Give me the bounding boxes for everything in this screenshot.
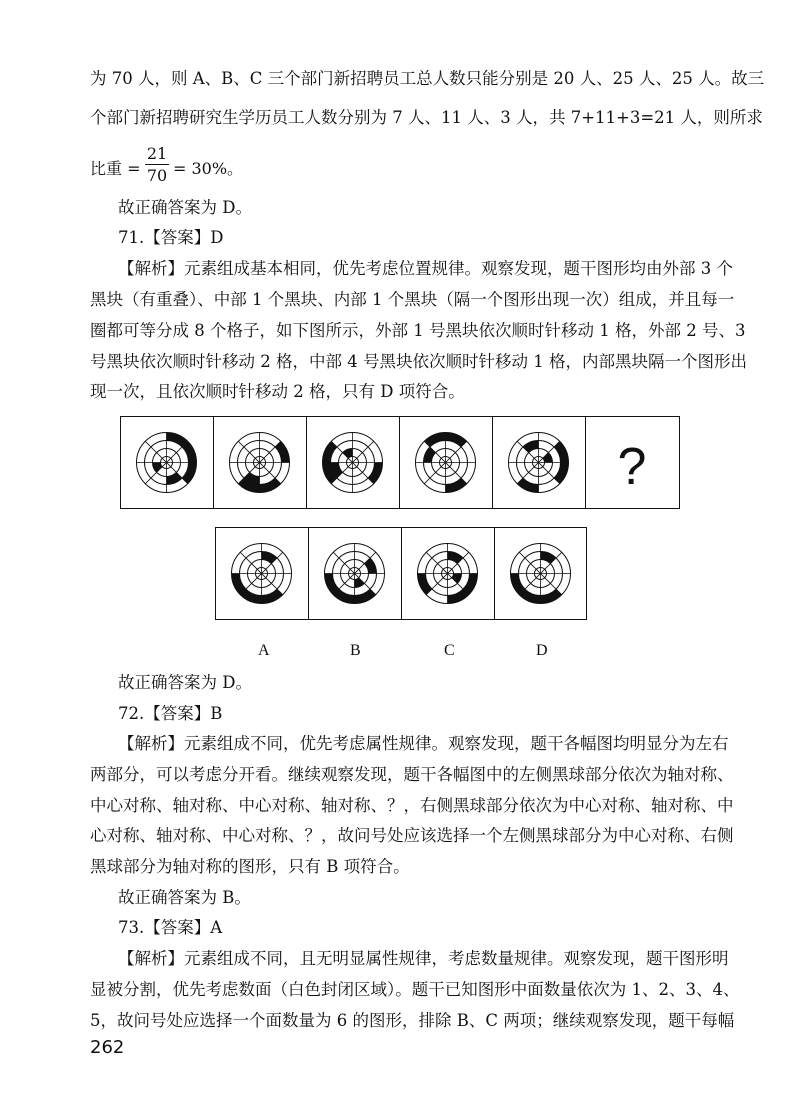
page-number: 262 (90, 1037, 125, 1058)
analysis-line: 圈都可等分成 8 个格子，如下图所示，外部 1 号黑块依次顺时针移动 1 格，外部 2 号、3 (90, 321, 746, 340)
ring-figure (232, 544, 292, 604)
conclusion-text: 故正确答案为 B。 (118, 888, 251, 907)
answer-heading: 73.【答案】A (118, 918, 223, 937)
ring-figure (418, 544, 478, 604)
ring-figure (323, 433, 383, 493)
ring-figure (416, 433, 476, 493)
option-label-d: D (536, 642, 548, 659)
answer-heading: 71.【答案】D (118, 228, 224, 247)
analysis-line: 两部分，可以考虑分开看。继续观察发现，题干各幅图中的左侧黑球部分依次为轴对称、 (90, 765, 734, 784)
answer-heading: 72.【答案】B (118, 704, 223, 723)
analysis-line: 【解析】元素组成基本相同，优先考虑位置规律。观察发现，题干图形均由外部 3 个 (118, 259, 733, 278)
option-label-b: B (350, 642, 361, 659)
ring-figure (511, 544, 571, 604)
analysis-line: 黑块（有重叠）、中部 1 个黑块、内部 1 个黑块（隔一个图形出现一次）组成，并且每一 (90, 290, 735, 309)
conclusion-text: 故正确答案为 D。 (118, 198, 252, 217)
option-label-c: C (444, 642, 455, 659)
ratio-prefix: 比重 = (90, 159, 141, 178)
ring-figure (230, 433, 290, 493)
analysis-line: 现一次，且依次顺时针移动 2 格，只有 D 项符合。 (90, 382, 465, 401)
analysis-line: 【解析】元素组成不同，且无明显属性规律，考虑数量规律。观察发现，题干图形明 (118, 949, 729, 968)
ring-figure (325, 544, 385, 604)
ring-figure (509, 433, 569, 493)
conclusion-text: 故正确答案为 D。 (118, 673, 252, 692)
analysis-line: 【解析】元素组成不同，优先考虑属性规律。观察发现，题干各幅图均明显分为左右 (118, 734, 729, 753)
ratio-denominator: 70 (146, 166, 168, 185)
analysis-line: 心对称、轴对称、中心对称、？，故问号处应该选择一个左侧黑球部分为中心对称、右侧 (90, 826, 734, 845)
analysis-line: 中心对称、轴对称、中心对称、轴对称、？，右侧黑球部分依次为中心对称、轴对称、中 (90, 796, 734, 815)
text-line: 为 70 人，则 A、B、C 三个部门新招聘员工总人数只能分别是 20 人、25 人、25 人。故三 (90, 69, 765, 88)
fraction-bar (145, 164, 169, 165)
ratio-numerator: 21 (146, 144, 168, 163)
options-figure-row (215, 527, 587, 620)
analysis-line: 黑球部分为轴对称的图形，只有 B 项符合。 (90, 857, 410, 876)
question-figure-row (120, 416, 680, 509)
analysis-line: 显被分割，优先考虑数面（白色封闭区域）。题干已知图形中面数量依次为 1、2、3、4、 (90, 980, 740, 999)
analysis-line: 5，故问号处应选择一个面数量为 6 的图形，排除 B、C 两项；继续观察发现，题干每幅 (90, 1011, 735, 1030)
option-label-a: A (258, 642, 270, 659)
analysis-line: 号黑块依次顺时针移动 2 格，中部 4 号黑块依次顺时针移动 1 格，内部黑块隔一个图形出 (90, 352, 747, 371)
ratio-suffix: = 30%。 (173, 159, 244, 178)
question-mark: ? (617, 438, 647, 496)
ring-figure (137, 433, 197, 493)
text-line: 个部门新招聘研究生学历员工人数分别为 7 人、11 人、3 人，共 7+11+3=21 人，则所求 (90, 108, 763, 127)
